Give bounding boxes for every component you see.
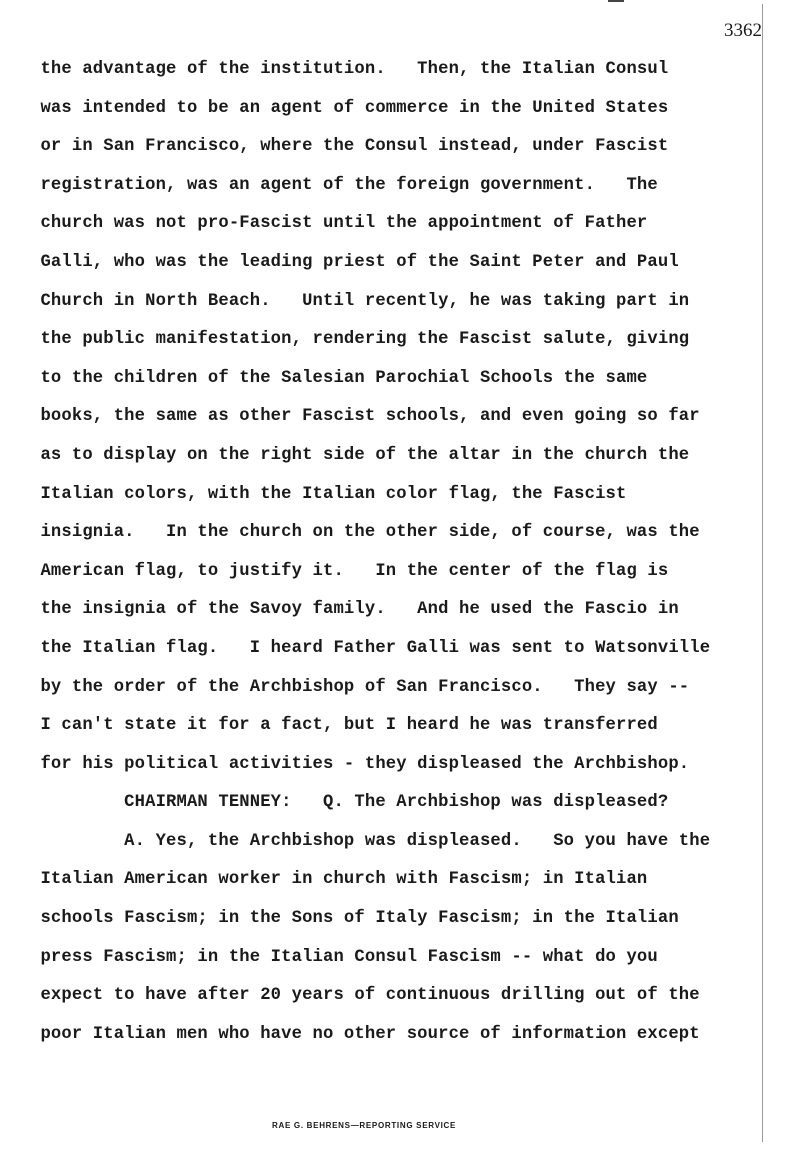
- transcript-line: for his political activities - they displeased the Archbishop.: [30, 754, 690, 774]
- transcript-line: I can't state it for a fact, but I heard he was transferred: [30, 716, 658, 736]
- transcript-line: church was not pro-Fascist until the appointment of Father: [30, 214, 648, 234]
- transcript-line: registration, was an agent of the foreign government. The: [30, 175, 658, 195]
- transcript-line: Church in North Beach. Until recently, he was taking part in: [30, 291, 690, 311]
- top-edge-mark: [608, 0, 624, 2]
- transcript-line: expect to have after 20 years of continuous drilling out of the: [30, 986, 700, 1006]
- transcript-line: CHAIRMAN TENNEY: Q. The Archbishop was displeased?: [30, 793, 669, 813]
- transcript-line: schools Fascism; in the Sons of Italy Fascism; in the Italian: [30, 909, 679, 929]
- transcript-line: Italian American worker in church with Fascism; in Italian: [30, 870, 648, 890]
- reporter-footer: RAE G. BEHRENS—REPORTING SERVICE: [272, 1121, 457, 1130]
- transcript-line: to the children of the Salesian Parochial Schools the same: [30, 368, 648, 388]
- transcript-line: poor Italian men who have no other source of information except: [30, 1024, 700, 1044]
- transcript-line: press Fascism; in the Italian Consul Fascism -- what do you: [30, 947, 658, 967]
- transcript-line: or in San Francisco, where the Consul instead, under Fascist: [30, 137, 669, 157]
- transcript-line: Italian colors, with the Italian color flag, the Fascist: [30, 484, 627, 504]
- transcript-line: American flag, to justify it. In the center of the flag is: [30, 561, 669, 581]
- page-number: 3362: [724, 20, 762, 41]
- transcript-body: [30, 54, 765, 1057]
- transcript-line: Galli, who was the leading priest of the Saint Peter and Paul: [30, 252, 679, 272]
- transcript-line: the advantage of the institution. Then, the Italian Consul: [30, 60, 669, 79]
- transcript-line: A. Yes, the Archbishop was displeased. So you have the: [30, 831, 711, 851]
- transcript-line: insignia. In the church on the other side, of course, was the: [30, 523, 700, 543]
- transcript-line: was intended to be an agent of commerce in the United States: [30, 98, 669, 118]
- transcript-line: by the order of the Archbishop of San Francisco. They say --: [30, 677, 690, 697]
- transcript-line: books, the same as other Fascist schools, and even going so far: [30, 407, 700, 427]
- transcript-line: the public manifestation, rendering the Fascist salute, giving: [30, 330, 690, 350]
- transcript-line: the insignia of the Savoy family. And he used the Fascio in: [30, 600, 679, 620]
- transcript-line: as to display on the right side of the altar in the church the: [30, 445, 690, 465]
- transcript-line: the Italian flag. I heard Father Galli was sent to Watsonville: [30, 638, 711, 658]
